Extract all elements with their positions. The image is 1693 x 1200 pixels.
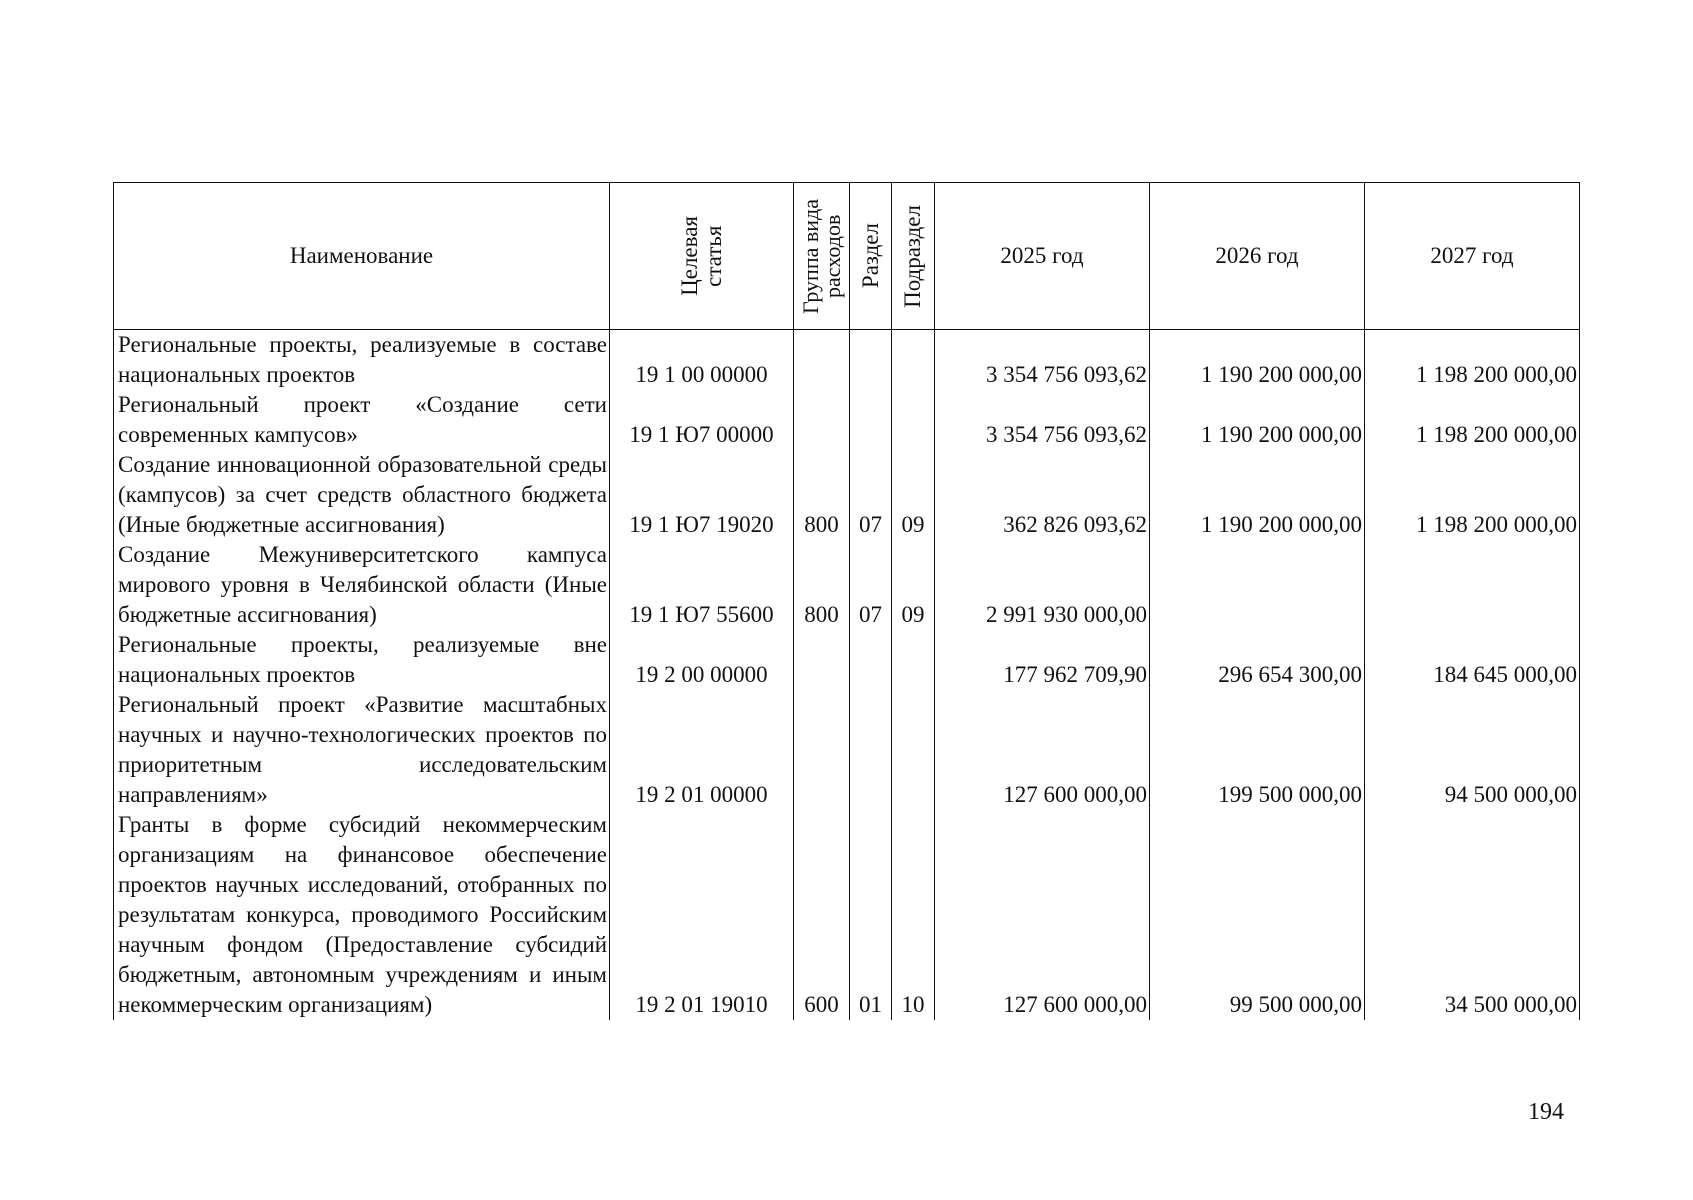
row-amount-2025: 127 600 000,00 bbox=[935, 810, 1150, 1020]
row-amount-2027: 184 645 000,00 bbox=[1365, 630, 1580, 690]
row-target-article: 19 1 Ю7 00000 bbox=[610, 390, 794, 450]
row-amount-2026: 1 190 200 000,00 bbox=[1150, 450, 1365, 540]
header-section: Раздел bbox=[850, 183, 892, 330]
row-expense-group bbox=[794, 690, 850, 810]
row-expense-group bbox=[794, 630, 850, 690]
row-target-article: 19 2 00 00000 bbox=[610, 630, 794, 690]
row-name: Региональные проекты, реализуемые в составе национальных проектов bbox=[114, 330, 610, 391]
row-section bbox=[850, 630, 892, 690]
row-section: 07 bbox=[850, 540, 892, 630]
row-section bbox=[850, 390, 892, 450]
row-section: 01 bbox=[850, 810, 892, 1020]
page-number: 194 bbox=[1528, 1099, 1564, 1125]
table-row bbox=[114, 810, 1580, 1020]
row-name: Гранты в форме субсидий некоммерческим организациям на финансовое обеспечение проектов научных исследований, отобранных по результатам конкурса, проводимого Российским научным фондом (Предоставление субсидий бюджетным, автономным учреждениям и иным некоммерческим организациям) bbox=[114, 810, 610, 1020]
row-amount-2025: 177 962 709,90 bbox=[935, 630, 1150, 690]
row-target-article: 19 2 01 19010 bbox=[610, 810, 794, 1020]
row-amount-2027: 1 198 200 000,00 bbox=[1365, 390, 1580, 450]
row-target-article: 19 1 00 00000 bbox=[610, 330, 794, 391]
table-row bbox=[114, 540, 1580, 630]
row-name: Создание инновационной образовательной среды (кампусов) за счет средств областного бюджета (Иные бюджетные ассигнования) bbox=[114, 450, 610, 540]
row-subsection: 10 bbox=[892, 810, 935, 1020]
row-subsection: 09 bbox=[892, 540, 935, 630]
row-amount-2026: 199 500 000,00 bbox=[1150, 690, 1365, 810]
header-name: Наименование bbox=[114, 183, 610, 330]
table-row bbox=[114, 450, 1580, 540]
header-year-2026: 2026 год bbox=[1150, 183, 1365, 330]
table-header-row bbox=[114, 183, 1580, 330]
row-amount-2026: 296 654 300,00 bbox=[1150, 630, 1365, 690]
row-section: 07 bbox=[850, 450, 892, 540]
table-row bbox=[114, 330, 1580, 391]
row-amount-2025: 2 991 930 000,00 bbox=[935, 540, 1150, 630]
row-amount-2027: 34 500 000,00 bbox=[1365, 810, 1580, 1020]
row-amount-2025: 362 826 093,62 bbox=[935, 450, 1150, 540]
row-target-article: 19 1 Ю7 19020 bbox=[610, 450, 794, 540]
row-expense-group: 800 bbox=[794, 450, 850, 540]
row-subsection: 09 bbox=[892, 450, 935, 540]
row-amount-2027: 1 198 200 000,00 bbox=[1365, 450, 1580, 540]
row-amount-2025: 127 600 000,00 bbox=[935, 690, 1150, 810]
row-amount-2026: 1 190 200 000,00 bbox=[1150, 390, 1365, 450]
row-expense-group bbox=[794, 330, 850, 391]
row-amount-2027 bbox=[1365, 540, 1580, 630]
row-name: Региональный проект «Создание сети современных кампусов» bbox=[114, 390, 610, 450]
header-year-2025: 2025 год bbox=[935, 183, 1150, 330]
header-target-article: Целевая статья bbox=[610, 183, 794, 330]
row-amount-2027: 1 198 200 000,00 bbox=[1365, 330, 1580, 391]
row-amount-2026 bbox=[1150, 540, 1365, 630]
row-expense-group: 800 bbox=[794, 540, 850, 630]
row-expense-group bbox=[794, 390, 850, 450]
table-row bbox=[114, 390, 1580, 450]
row-expense-group: 600 bbox=[794, 810, 850, 1020]
row-subsection bbox=[892, 390, 935, 450]
header-subsection: Подраздел bbox=[892, 183, 935, 330]
row-name: Региональный проект «Развитие масштабных научных и научно-технологических проектов по приоритетным исследовательским направлениям» bbox=[114, 690, 610, 810]
row-amount-2026: 99 500 000,00 bbox=[1150, 810, 1365, 1020]
row-amount-2025: 3 354 756 093,62 bbox=[935, 330, 1150, 391]
row-section bbox=[850, 330, 892, 391]
row-target-article: 19 2 01 00000 bbox=[610, 690, 794, 810]
header-expense-group: Группа вида расходов bbox=[794, 183, 850, 330]
budget-table bbox=[113, 182, 1580, 1020]
row-subsection bbox=[892, 630, 935, 690]
row-subsection bbox=[892, 330, 935, 391]
table-row bbox=[114, 630, 1580, 690]
header-year-2027: 2027 год bbox=[1365, 183, 1580, 330]
row-name: Создание Межуниверситетского кампуса мирового уровня в Челябинской области (Иные бюджетные ассигнования) bbox=[114, 540, 610, 630]
row-target-article: 19 1 Ю7 55600 bbox=[610, 540, 794, 630]
row-amount-2027: 94 500 000,00 bbox=[1365, 690, 1580, 810]
table-row bbox=[114, 690, 1580, 810]
row-subsection bbox=[892, 690, 935, 810]
row-amount-2026: 1 190 200 000,00 bbox=[1150, 330, 1365, 391]
row-section bbox=[850, 690, 892, 810]
row-amount-2025: 3 354 756 093,62 bbox=[935, 390, 1150, 450]
row-name: Региональные проекты, реализуемые вне национальных проектов bbox=[114, 630, 610, 690]
